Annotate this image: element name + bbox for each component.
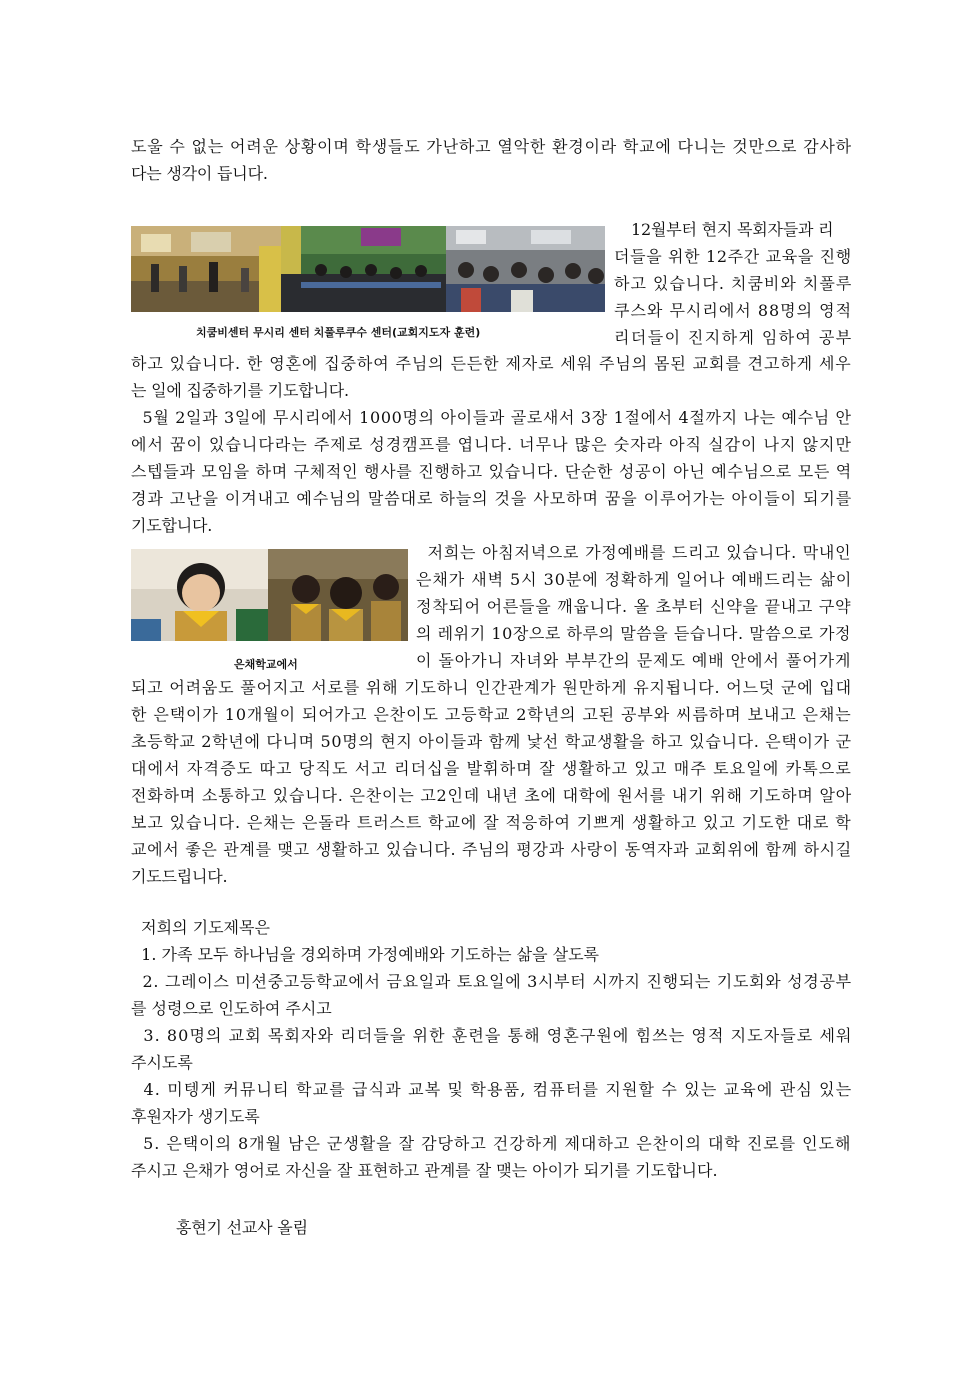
text-line: 교에서 좋은 관계를 맺고 생활하고 있습니다. 주님의 평강과 사랑이 동역자과 교회위에 함께 하시길 [131, 840, 852, 859]
prayer-item: 4. 미텡게 커뮤니티 학교를 급식과 교복 및 학용품, 컴퓨터를 지원할 수 있는 교육에 관심 있는 [131, 1080, 853, 1099]
family-paragraph-continued [131, 674, 851, 890]
text-line: 한 은택이가 10개월이 되어가고 은찬이도 고등학교 2학년의 고된 공부와 씨름하며 보내고 은채는 [131, 705, 852, 724]
text-line: 전화하며 소통하고 있습니다. 은찬이는 고2인데 내년 초에 대학에 원서를 내기 위해 기도하며 알아 [131, 786, 852, 805]
text-line: 더들을 위한 12주간 교육을 진행 [614, 247, 852, 266]
prayer-item: 3. 80명의 교회 목회자와 리더들을 위한 훈련을 통해 영혼구원에 힘쓰는 영적 지도자들로 세워 [131, 1026, 853, 1045]
text-line: 기도드립니다. [131, 867, 228, 886]
text-line: 도울 수 없는 어려운 상황이며 학생들도 가난하고 열악한 환경이라 학교에 다니는 것만으로 감사하 [131, 137, 852, 156]
text-line: 이 돌아가니 자녀와 부부간의 문제도 예배 안에서 풀어가게 [416, 651, 852, 670]
text-line: 스텝들과 모임을 하며 구체적인 행사를 진행하고 있습니다. 단순한 성공이 아닌 예수님으로 모든 역 [131, 462, 852, 481]
prayer-item-cont: 주시도록 [131, 1053, 193, 1072]
text-line: 에서 꿈이 있습니다라는 주제로 성경캠프를 엽니다. 너무나 많은 숫자라 아직 실감이 나지 않지만 [131, 435, 852, 454]
training-paragraph-continued [131, 350, 851, 404]
text-line: 쿠스와 무시리에서 88명의 영적 [614, 301, 853, 320]
text-line: 는 일에 집중하기를 기도합니다. [131, 381, 349, 400]
side-paragraph-training [614, 216, 851, 351]
text-line: 의 레위기 10장으로 하루의 말씀을 듣습니다. 말씀으로 가정 [416, 624, 852, 643]
training-center-photos [131, 226, 605, 312]
text-line: 다는 생각이 듭니다. [131, 164, 268, 183]
prayer-item: 2. 그레이스 미션중고등학교에서 금요일과 토요일에 3시부터 시까지 진행되는 기도회와 성경공부 [131, 972, 852, 991]
signature: 홍현기 선교사 올림 [176, 1218, 308, 1237]
text-line: 저희는 아침저녁으로 가정예배를 드리고 있습니다. 막내인 [416, 543, 852, 562]
text-line: 보고 있습니다. 은채는 은돌라 트러스트 학교에 잘 적응하여 기쁘게 생활하고 있고 기도한 대로 학 [131, 813, 852, 832]
side-paragraph-family [416, 539, 851, 674]
text-line: 초등학교 2학년에 다니며 50명의 현지 아이들과 함께 낯선 학교생활을 하고 있습니다. 은택이가 군 [131, 732, 852, 751]
prayer-item-cont: 를 성령으로 인도하여 주시고 [131, 999, 332, 1018]
intro-paragraph [131, 133, 851, 187]
prayer-item-cont: 주시고 은채가 영어로 자신을 잘 표현하고 관계를 잘 맺는 아이가 되기를 기도합니다. [131, 1161, 718, 1180]
text-line: 12월부터 현지 목회자들과 리 [631, 220, 834, 239]
prayer-requests [131, 914, 851, 1184]
text-line: 하고 있습니다. 치쿰비와 치풀루 [614, 274, 853, 293]
text-line: 기도합니다. [131, 516, 213, 535]
bible-camp-paragraph [131, 404, 851, 539]
text-line: 대에서 자격증도 따고 당직도 서고 리더십을 발휘하며 잘 생활하고 있고 매주 토요일에 카톡으로 [131, 759, 852, 778]
text-line: 되고 어려움도 풀어지고 서로를 위해 기도하니 인간관계가 원만하게 유지됩니다. 어느덧 군에 입대 [131, 678, 852, 697]
text-line: 경과 고난을 이겨내고 예수님의 말씀대로 하늘의 것을 사모하며 꿈을 이루어가는 아이들이 되기를 [131, 489, 853, 508]
photo-caption: 은채학교에서 [234, 658, 298, 671]
text-line: 리더들이 진지하게 임하여 공부 [614, 328, 853, 347]
prayer-title: 저희의 기도제목은 [131, 918, 270, 937]
photo-caption: 치쿰비센터 무시리 센터 치풀루쿠수 센터(교회지도자 훈련) [196, 326, 481, 339]
prayer-item-cont: 후원자가 생기도록 [131, 1107, 260, 1126]
prayer-item: 5. 은택이의 8개월 남은 군생활을 잘 감당하고 건강하게 제대하고 은찬이의 대학 진로를 인도해 [131, 1134, 852, 1153]
text-line: 정착되어 어른들을 깨웁니다. 올 초부터 신약을 끝내고 구약 [416, 597, 852, 616]
school-children-photos [131, 549, 408, 641]
prayer-item: 1. 가족 모두 하나님을 경외하며 가정예배와 기도하는 삶을 살도록 [131, 945, 599, 964]
text-line: 하고 있습니다. 한 영혼에 집중하여 주님의 든든한 제자로 세워 주님의 몸된 교회를 견고하게 세우 [131, 354, 852, 373]
text-line: 5월 2일과 3일에 무시리에서 1000명의 아이들과 골로새서 3장 1절에서 4절까지 나는 예수님 안 [131, 408, 852, 427]
text-line: 은채가 새벽 5시 30분에 정확하게 일어나 예배드리는 삶이 [416, 570, 853, 589]
